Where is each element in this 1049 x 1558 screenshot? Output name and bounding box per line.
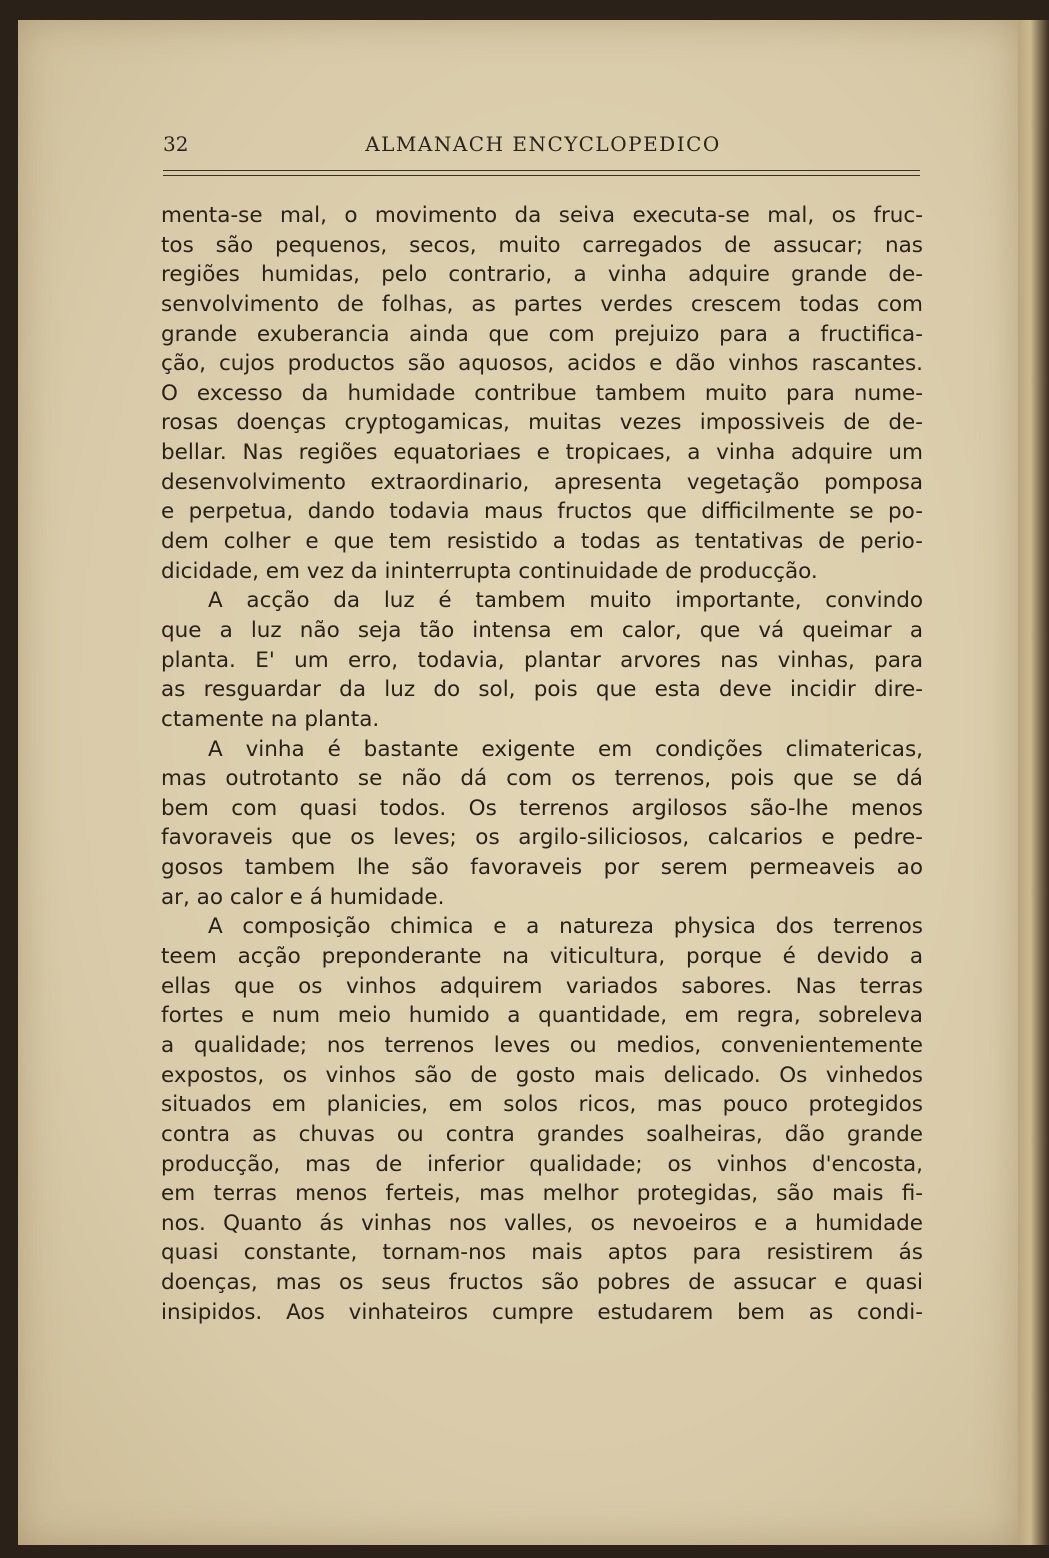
text-line: fortes e num meio humido a quantidade, em regra, sobreleva: [161, 1003, 923, 1029]
paragraph-end-line: ar, ao calor e á humidade.: [161, 884, 445, 910]
text-line: menta-se mal, o movimento da seiva executa-se mal, os fruc-: [161, 203, 923, 228]
text-line: quasi constante, tornam-nos mais aptos para resistirem ás: [161, 1240, 923, 1266]
text-line: a qualidade; nos terrenos leves ou medios, convenientemente: [161, 1032, 923, 1058]
text-line: em terras menos ferteis, mas melhor protegidas, são mais fi-: [161, 1181, 923, 1207]
header-rule: [163, 170, 920, 176]
paragraph-start-line: A vinha é bastante exigente em condições climatericas,: [208, 736, 923, 762]
text-line: favoraveis que os leves; os argilo-siliciosos, calcarios e pedre-: [161, 825, 923, 851]
text-line: producção, mas de inferior qualidade; os vinhos d'encosta,: [161, 1151, 923, 1177]
text-line: expostos, os vinhos são de gosto mais delicado. Os vinhedos: [161, 1062, 923, 1088]
text-line: O excesso da humidade contribue tambem muito para nume-: [161, 380, 923, 406]
text-line: e perpetua, dando todavia maus fructos que difficilmente se po-: [161, 499, 923, 525]
text-line: mas outrotanto se não dá com os terrenos, pois que se dá: [161, 766, 923, 792]
text-line: as resguardar da luz do sol, pois que esta deve incidir dire-: [161, 677, 923, 703]
text-line: senvolvimento de folhas, as partes verdes crescem todas com: [161, 291, 923, 317]
text-line: desenvolvimento extraordinario, apresenta vegetação pomposa: [161, 469, 923, 495]
paragraph-end-line: ctamente na planta.: [161, 706, 380, 732]
text-line: teem acção preponderante na viticultura, porque é devido a: [161, 944, 923, 970]
text-line: regiões humidas, pelo contrario, a vinha adquire grande de-: [161, 262, 923, 288]
text-line: planta. E' um erro, todavia, plantar arvores nas vinhas, para: [161, 647, 923, 673]
text-line: ção, cujos productos são aquosos, acidos e dão vinhos rascantes.: [161, 351, 923, 377]
text-line: nos. Quanto ás vinhas nos valles, os nevoeiros e a humidade: [161, 1210, 923, 1236]
paragraph-start-line: A acção da luz é tambem muito importante, convindo: [208, 588, 923, 614]
text-line: gosos tambem lhe são favoraveis por serem permeaveis ao: [161, 855, 923, 881]
text-line: insipidos. Aos vinhateiros cumpre estudarem bem as condi-: [161, 1299, 923, 1325]
running-title: ALMANACH ENCYCLOPEDICO: [365, 132, 721, 156]
text-line: contra as chuvas ou contra grandes soalheiras, dão grande: [161, 1121, 923, 1147]
paragraph-start-line: A composição chimica e a natureza physica dos terrenos: [208, 914, 923, 940]
page-header: [163, 128, 923, 168]
page-number: 32: [163, 132, 189, 156]
text-line: dem colher e que tem resistido a todas as tentativas de perio-: [161, 529, 923, 555]
page-edge: [1018, 20, 1049, 1545]
text-line: grande exuberancia ainda que com prejuizo para a fructifica-: [161, 321, 923, 347]
body-text: [161, 201, 923, 1327]
paragraph-end-line: dicidade, em vez da ininterrupta continuidade de producção.: [161, 558, 818, 584]
text-line: tos são pequenos, secos, muito carregados de assucar; nas: [161, 232, 923, 258]
text-line: rosas doenças cryptogamicas, muitas vezes impossiveis de de-: [161, 410, 923, 436]
text-line: doenças, mas os seus fructos são pobres de assucar e quasi: [161, 1270, 923, 1296]
text-line: que a luz não seja tão intensa em calor, que vá queimar a: [161, 617, 923, 643]
text-line: bem com quasi todos. Os terrenos argilosos são-lhe menos: [161, 795, 923, 821]
text-line: ellas que os vinhos adquirem variados sabores. Nas terras: [161, 973, 923, 999]
text-line: bellar. Nas regiões equatoriaes e tropicaes, a vinha adquire um: [161, 440, 923, 466]
text-line: situados em planicies, em solos ricos, mas pouco protegidos: [161, 1092, 923, 1118]
